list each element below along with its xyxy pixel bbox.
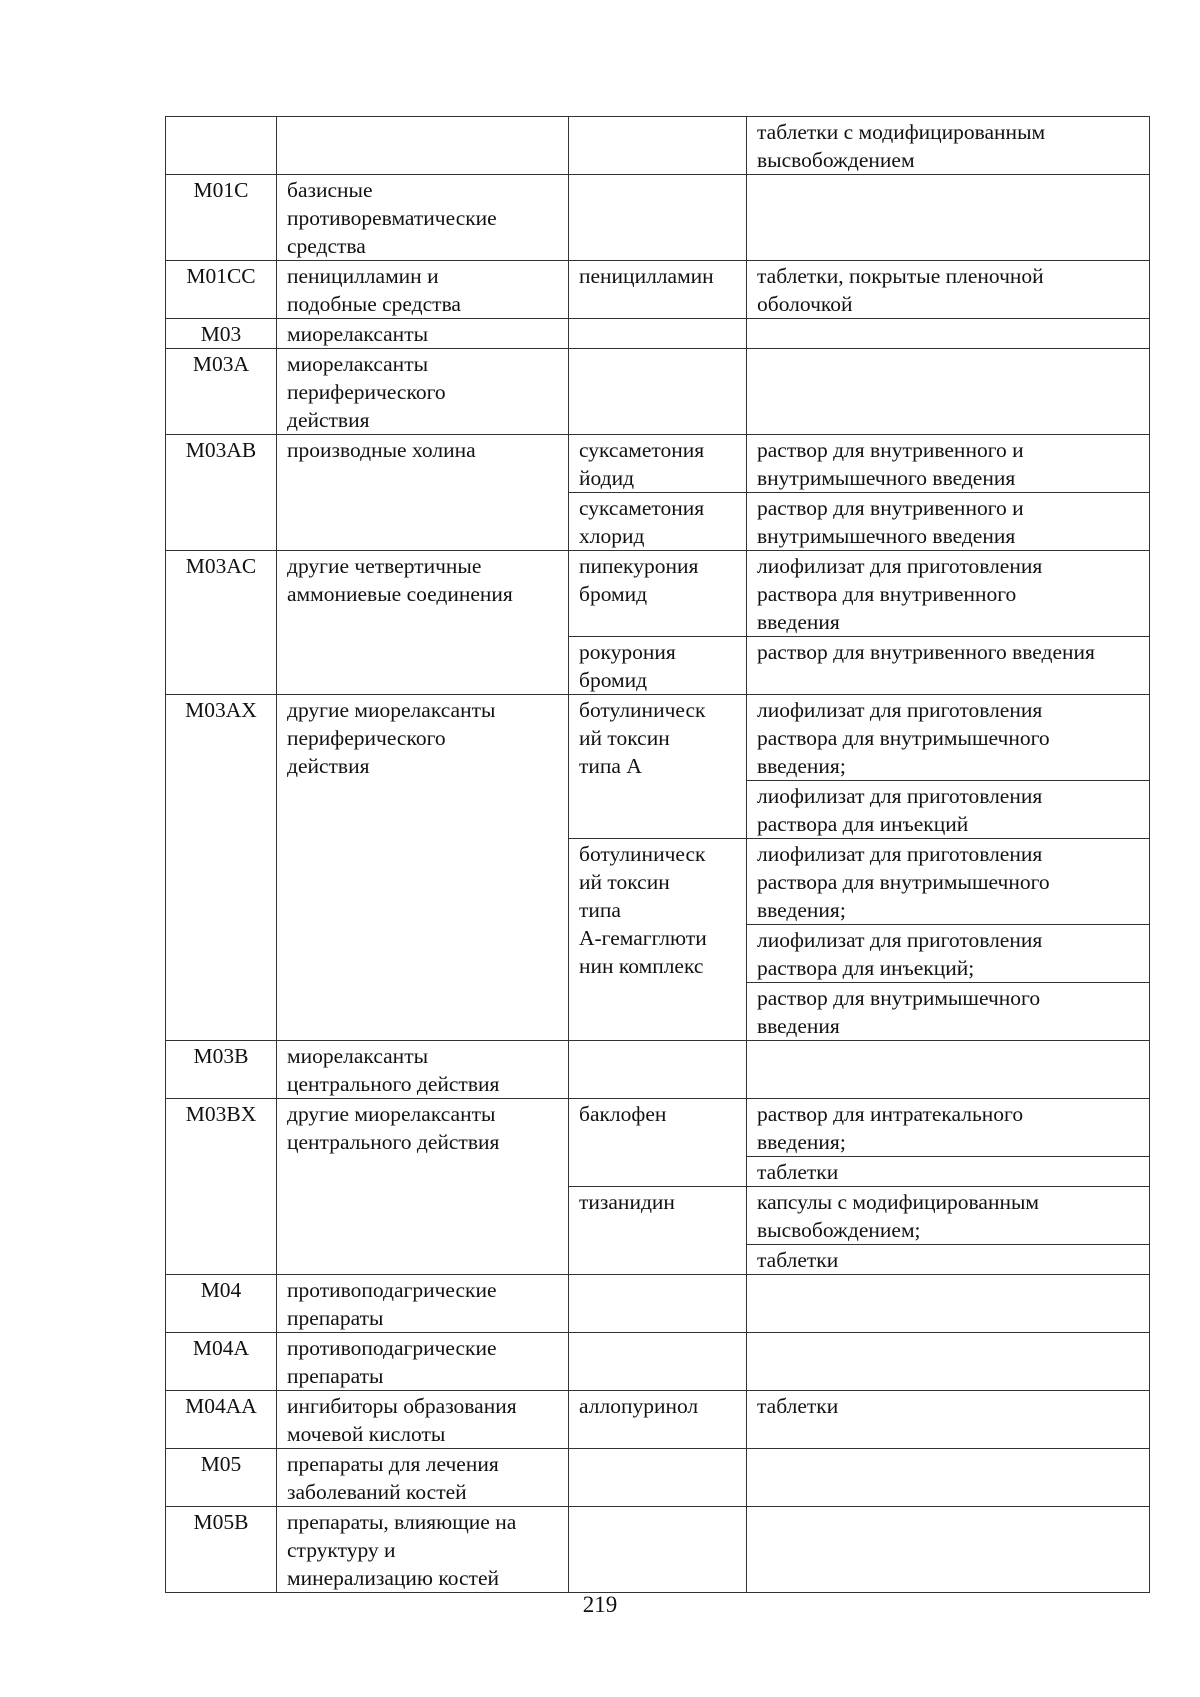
drug-name-cell: пеницилламин: [569, 261, 747, 319]
drug-name-cell: [569, 1275, 747, 1333]
drug-name-cell: аллопуринол: [569, 1391, 747, 1449]
drug-name-cell: пипекурония бромид: [569, 551, 747, 637]
group-name-cell: препараты, влияющие на структуру и минерализацию костей: [277, 1507, 569, 1593]
table-row: [166, 695, 1150, 781]
dosage-form-cell: таблетки: [747, 1157, 1150, 1187]
drug-name-cell: ботулиническ ий токсин типа А: [569, 695, 747, 839]
atc-code-cell: M05B: [166, 1507, 277, 1593]
drug-name-cell: суксаметония йодид: [569, 435, 747, 493]
atc-code-cell: M01C: [166, 175, 277, 261]
group-name-cell: другие четвертичные аммониевые соединения: [277, 551, 569, 695]
group-name-cell: миорелаксанты: [277, 319, 569, 349]
atc-code-cell: M01CC: [166, 261, 277, 319]
dosage-form-cell: лиофилизат для приготовления раствора для внутримышечного введения;: [747, 695, 1150, 781]
table-row: [166, 551, 1150, 637]
drug-name-cell: [569, 1333, 747, 1391]
table-row: [166, 1391, 1150, 1449]
drug-name-cell: [569, 117, 747, 175]
atc-code-cell: M03: [166, 319, 277, 349]
dosage-form-cell: лиофилизат для приготовления раствора для инъекций;: [747, 925, 1150, 983]
dosage-form-cell: [747, 1507, 1150, 1593]
drug-name-cell: [569, 319, 747, 349]
dosage-form-cell: таблетки, покрытые пленочной оболочкой: [747, 261, 1150, 319]
group-name-cell: [277, 117, 569, 175]
atc-code-cell: M03AC: [166, 551, 277, 695]
drug-name-cell: ботулиническ ий токсин типа А-гемагглюти нин комплекс: [569, 839, 747, 1041]
dosage-form-cell: лиофилизат для приготовления раствора для внутривенного введения: [747, 551, 1150, 637]
group-name-cell: миорелаксанты периферического действия: [277, 349, 569, 435]
table-row: [166, 1333, 1150, 1391]
dosage-form-cell: [747, 1449, 1150, 1507]
atc-code-cell: M03A: [166, 349, 277, 435]
table-row: [166, 1099, 1150, 1157]
drug-name-cell: [569, 1507, 747, 1593]
group-name-cell: ингибиторы образования мочевой кислоты: [277, 1391, 569, 1449]
dosage-form-cell: [747, 1333, 1150, 1391]
table-row: [166, 1041, 1150, 1099]
dosage-form-cell: раствор для внутримышечного введения: [747, 983, 1150, 1041]
group-name-cell: миорелаксанты центрального действия: [277, 1041, 569, 1099]
table-row: [166, 435, 1150, 493]
drug-classification-table: [165, 116, 1150, 1593]
table-row: [166, 1275, 1150, 1333]
drug-name-cell: баклофен: [569, 1099, 747, 1187]
dosage-form-cell: лиофилизат для приготовления раствора для инъекций: [747, 781, 1150, 839]
dosage-form-cell: [747, 1275, 1150, 1333]
dosage-form-cell: лиофилизат для приготовления раствора для внутримышечного введения;: [747, 839, 1150, 925]
atc-code-cell: M03AB: [166, 435, 277, 551]
table-row: [166, 175, 1150, 261]
group-name-cell: производные холина: [277, 435, 569, 551]
dosage-form-cell: [747, 175, 1150, 261]
atc-code-cell: M03BX: [166, 1099, 277, 1275]
dosage-form-cell: таблетки: [747, 1391, 1150, 1449]
dosage-form-cell: таблетки: [747, 1245, 1150, 1275]
drug-name-cell: [569, 349, 747, 435]
dosage-form-cell: раствор для внутривенного и внутримышечного введения: [747, 493, 1150, 551]
table-row: [166, 117, 1150, 175]
dosage-form-cell: [747, 349, 1150, 435]
drug-name-cell: [569, 175, 747, 261]
atc-code-cell: M04AA: [166, 1391, 277, 1449]
group-name-cell: пеницилламин и подобные средства: [277, 261, 569, 319]
table-row: [166, 1449, 1150, 1507]
group-name-cell: базисные противоревматические средства: [277, 175, 569, 261]
dosage-form-cell: таблетки с модифицированным высвобождением: [747, 117, 1150, 175]
dosage-form-cell: капсулы с модифицированным высвобождением;: [747, 1187, 1150, 1245]
group-name-cell: препараты для лечения заболеваний костей: [277, 1449, 569, 1507]
group-name-cell: другие миорелаксанты центрального действия: [277, 1099, 569, 1275]
table-row: [166, 319, 1150, 349]
dosage-form-cell: [747, 319, 1150, 349]
drug-name-cell: [569, 1041, 747, 1099]
group-name-cell: противоподагрические препараты: [277, 1275, 569, 1333]
table-row: [166, 261, 1150, 319]
atc-code-cell: M04A: [166, 1333, 277, 1391]
drug-name-cell: рокурония бромид: [569, 637, 747, 695]
group-name-cell: противоподагрические препараты: [277, 1333, 569, 1391]
page-number: 219: [582, 1592, 618, 1617]
dosage-form-cell: раствор для внутривенного введения: [747, 637, 1150, 695]
drug-name-cell: суксаметония хлорид: [569, 493, 747, 551]
atc-code-cell: M05: [166, 1449, 277, 1507]
drug-name-cell: [569, 1449, 747, 1507]
table-row: [166, 1507, 1150, 1593]
atc-code-cell: M04: [166, 1275, 277, 1333]
drug-name-cell: тизанидин: [569, 1187, 747, 1275]
table-row: [166, 349, 1150, 435]
dosage-form-cell: раствор для интратекального введения;: [747, 1099, 1150, 1157]
dosage-form-cell: раствор для внутривенного и внутримышечного введения: [747, 435, 1150, 493]
dosage-form-cell: [747, 1041, 1150, 1099]
group-name-cell: другие миорелаксанты периферического действия: [277, 695, 569, 1041]
atc-code-cell: M03AX: [166, 695, 277, 1041]
atc-code-cell: M03B: [166, 1041, 277, 1099]
atc-code-cell: [166, 117, 277, 175]
